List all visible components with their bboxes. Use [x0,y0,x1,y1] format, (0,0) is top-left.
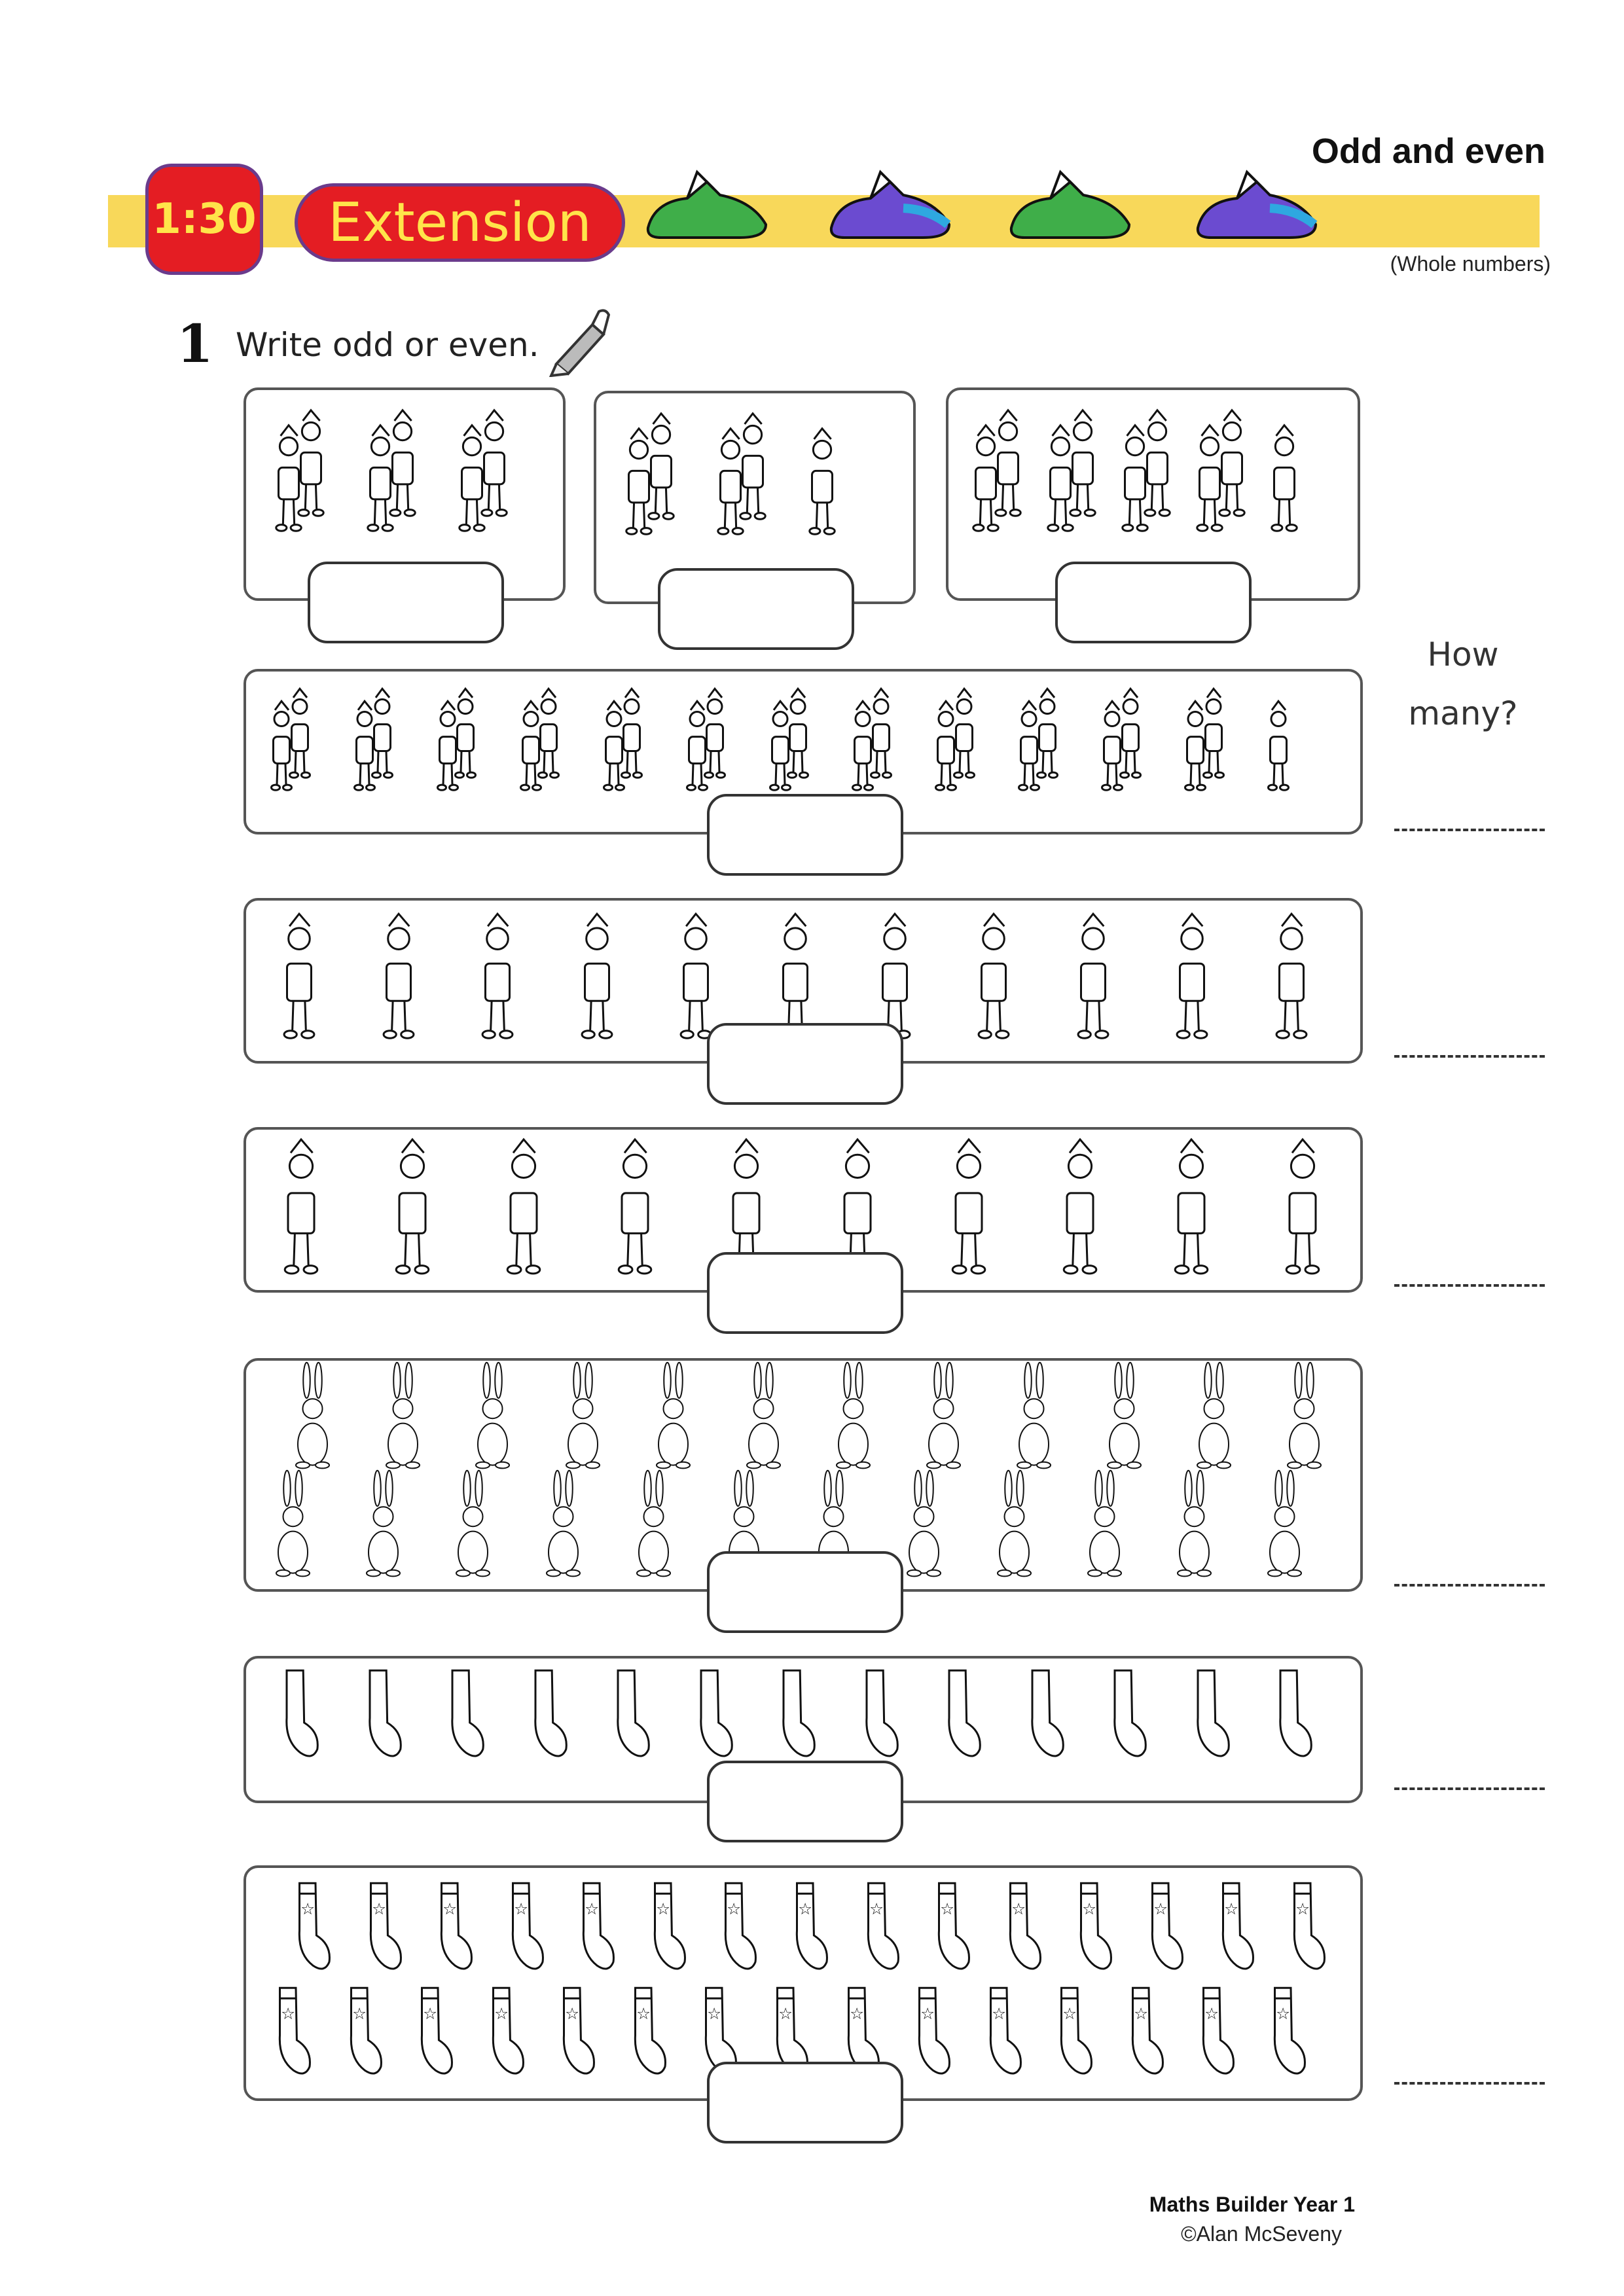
svg-text:☆: ☆ [513,1899,528,1919]
children-figure [732,416,773,526]
sock-figure [689,1666,736,1765]
answer-box-3[interactable] [1055,562,1252,643]
count-answer-line[interactable] [1394,829,1545,831]
svg-text:☆: ☆ [371,1899,386,1919]
answer-box-5[interactable] [707,1023,903,1105]
rabbit-figure [1189,1365,1238,1473]
star-sock-figure [714,1878,760,1977]
shoe-icon [1191,169,1322,247]
child-figure [1054,1142,1106,1280]
children-figure [641,416,681,526]
child-figure [473,916,522,1045]
page-title: Odd and even [1311,132,1545,171]
children-figure [366,691,399,783]
children-figure [283,691,316,783]
answer-box-4[interactable] [707,794,903,876]
svg-text:☆: ☆ [1204,2004,1219,2024]
page-number-badge: 1:30 [145,164,263,275]
footer-book-title: Maths Builder Year 1 [1149,2193,1355,2216]
svg-text:☆: ☆ [1295,1899,1310,1919]
children-figure [291,412,331,522]
svg-text:☆: ☆ [636,2004,651,2024]
star-sock-figure [1263,1983,1309,2082]
rabbit-figure [739,1365,788,1473]
child-figure [386,1142,439,1280]
star-sock-figure [928,1878,973,1977]
sock-figure [1103,1666,1150,1765]
star-sock-figure [979,1983,1025,2082]
star-sock-figure [908,1983,954,2082]
child-figure [609,1142,661,1280]
child-figure [1267,916,1316,1045]
answer-box-7[interactable] [707,1551,903,1633]
svg-text:☆: ☆ [1082,1899,1097,1919]
svg-text:☆: ☆ [991,2004,1006,2024]
children-figure [1031,691,1064,783]
star-sock-figure [410,1983,456,2082]
svg-text:☆: ☆ [798,1899,813,1919]
sock-figure [524,1666,571,1765]
how-many-label: How many? [1408,636,1518,732]
star-sock-figure [1121,1983,1167,2082]
answer-box-9[interactable] [707,2062,903,2144]
rabbit-figure [288,1365,337,1473]
rabbit-figure [990,1473,1039,1581]
children-figure [802,431,842,541]
star-sock-figure [340,1983,386,2082]
svg-text:☆: ☆ [920,2004,935,2024]
star-sock-figure [552,1983,598,2082]
child-figure [497,1142,550,1280]
rabbit-figure [1009,1365,1058,1473]
star-sock-figure [999,1878,1045,1977]
svg-text:☆: ☆ [585,1899,600,1919]
svg-text:☆: ☆ [300,1899,316,1919]
svg-text:☆: ☆ [1011,1899,1026,1919]
child-figure [1069,916,1117,1045]
subtitle: (Whole numbers) [1390,252,1551,276]
svg-text:☆: ☆ [565,2004,580,2024]
question-instruction: Write odd or even. [236,326,539,364]
answer-box-8[interactable] [707,1761,903,1842]
sock-figure [606,1666,653,1765]
svg-text:☆: ☆ [940,1899,955,1919]
shoe-icon [825,169,956,247]
rabbit-figure [378,1365,427,1473]
rabbit-figure [919,1365,968,1473]
sock-figure [358,1666,405,1765]
star-sock-figure [268,1983,314,2082]
sock-figure [1020,1666,1068,1765]
shoe-icon [641,169,772,247]
child-figure [1165,1142,1218,1280]
rabbit-figure [1280,1365,1329,1473]
star-sock-figure [1050,1983,1096,2082]
children-figure [988,412,1028,522]
count-answer-line[interactable] [1394,1787,1545,1790]
child-figure [943,1142,995,1280]
svg-text:☆: ☆ [869,1899,884,1919]
answer-box-2[interactable] [658,568,854,650]
question-number: 1 [177,313,213,374]
rabbit-figure [629,1473,678,1581]
svg-text:☆: ☆ [442,1899,458,1919]
svg-text:☆: ☆ [707,2004,722,2024]
rabbit-figure [448,1473,497,1581]
svg-text:☆: ☆ [1062,2004,1077,2024]
child-figure [672,916,720,1045]
svg-text:☆: ☆ [727,1899,742,1919]
children-figure [698,691,731,783]
child-figure [374,916,423,1045]
svg-text:☆: ☆ [1153,1899,1168,1919]
star-sock-figure [624,1983,670,2082]
shoe-icon [1005,169,1136,247]
count-answer-line[interactable] [1394,2082,1545,2085]
rabbit-figure [558,1365,607,1473]
count-answer-line[interactable] [1394,1584,1545,1587]
pencil-icon [543,305,615,377]
star-sock-figure [288,1878,334,1977]
children-figure [1197,691,1230,783]
star-sock-figure [482,1983,528,2082]
svg-text:☆: ☆ [423,2004,438,2024]
sock-figure [1186,1666,1233,1765]
rabbit-figure [268,1473,317,1581]
sock-figure [855,1666,902,1765]
sock-figure [1269,1666,1316,1765]
star-sock-figure [785,1878,831,1977]
rabbit-figure [468,1365,517,1473]
section-label: Extension [295,183,625,262]
children-figure [1137,412,1178,522]
svg-text:☆: ☆ [1133,2004,1148,2024]
footer-copyright: ©Alan McSeveny [1181,2222,1342,2246]
svg-text:☆: ☆ [655,1899,670,1919]
rabbit-figure [1100,1365,1149,1473]
sock-figure [772,1666,819,1765]
rabbit-figure [899,1473,948,1581]
children-figure [865,691,897,783]
rabbit-figure [1260,1473,1309,1581]
star-sock-figure [857,1878,903,1977]
star-sock-figure [430,1878,476,1977]
rabbit-figure [829,1365,878,1473]
star-sock-figure [643,1878,689,1977]
star-sock-figure [501,1878,547,1977]
child-figure [969,916,1018,1045]
child-figure [275,916,323,1045]
children-figure [532,691,565,783]
rabbit-figure [1170,1473,1219,1581]
sock-figure [937,1666,984,1765]
children-figure [474,412,514,522]
count-answer-line[interactable] [1394,1055,1545,1058]
svg-text:☆: ☆ [1224,1899,1239,1919]
star-sock-figure [1283,1878,1329,1977]
svg-text:☆: ☆ [1276,2004,1291,2024]
children-figure [1264,427,1305,537]
rabbit-figure [359,1473,408,1581]
answer-box-6[interactable] [707,1252,903,1334]
child-figure [573,916,621,1045]
children-figure [382,412,423,522]
answer-box-1[interactable] [308,562,504,643]
star-sock-figure [359,1878,405,1977]
svg-text:☆: ☆ [494,2004,509,2024]
children-figure [1212,412,1252,522]
star-sock-figure [1141,1878,1187,1977]
star-sock-figure [1192,1983,1238,2082]
children-figure [615,691,648,783]
children-figure [1262,703,1295,796]
sock-figure [441,1666,488,1765]
svg-text:☆: ☆ [849,2004,864,2024]
children-figure [1062,412,1103,522]
children-figure [782,691,814,783]
children-figure [449,691,482,783]
svg-text:☆: ☆ [352,2004,367,2024]
rabbit-figure [1080,1473,1129,1581]
sock-figure [275,1666,322,1765]
star-sock-figure [1070,1878,1115,1977]
star-sock-figure [1212,1878,1257,1977]
count-answer-line[interactable] [1394,1284,1545,1287]
svg-text:☆: ☆ [778,2004,793,2024]
child-figure [1168,916,1216,1045]
children-figure [948,691,981,783]
svg-text:☆: ☆ [281,2004,296,2024]
children-figure [1114,691,1147,783]
star-sock-figure [572,1878,618,1977]
rabbit-figure [649,1365,698,1473]
rabbit-figure [539,1473,588,1581]
child-figure [275,1142,327,1280]
child-figure [1276,1142,1329,1280]
